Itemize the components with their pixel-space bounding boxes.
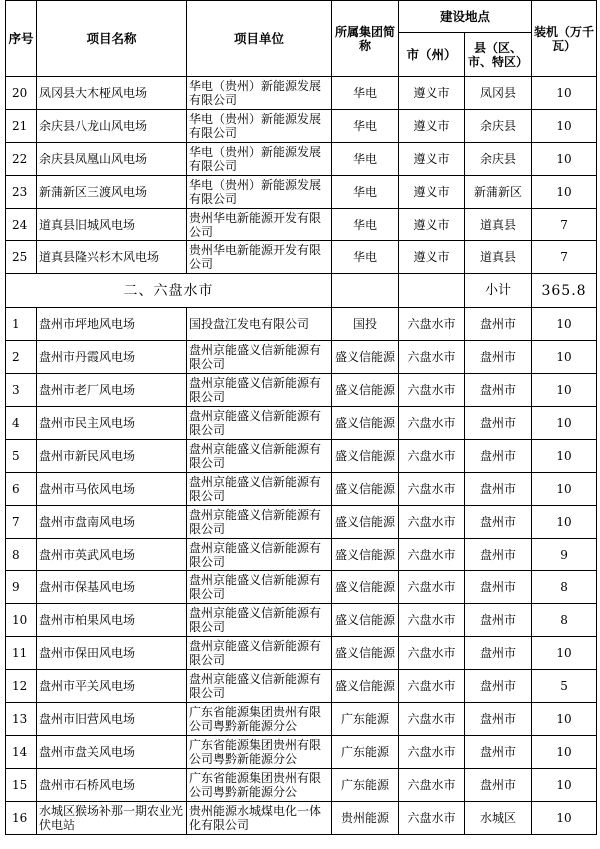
row-county: 盘州市	[465, 407, 532, 440]
row-project-name: 盘州市坪地风电场	[37, 308, 187, 341]
row-group: 华电	[332, 208, 399, 241]
row-seq: 14	[6, 735, 37, 768]
row-seq: 2	[6, 341, 37, 374]
row-group: 盛义信能源	[332, 538, 399, 571]
row-seq: 12	[6, 670, 37, 703]
row-county: 凤冈县	[465, 77, 532, 110]
row-capacity: 10	[532, 109, 597, 142]
row-group: 广东能源	[332, 768, 399, 801]
row-capacity: 10	[532, 801, 597, 834]
row-seq: 11	[6, 637, 37, 670]
row-city: 六盘水市	[399, 341, 465, 374]
row-capacity: 10	[532, 142, 597, 175]
row-group: 广东能源	[332, 703, 399, 736]
row-city: 遵义市	[399, 241, 465, 274]
row-project-name: 盘州市英武风电场	[37, 538, 187, 571]
table-row	[6, 538, 597, 571]
row-project-unit: 华电（贵州）新能源发展有限公司	[187, 142, 332, 175]
row-project-name: 盘州市保基风电场	[37, 571, 187, 604]
row-county: 盘州市	[465, 637, 532, 670]
row-seq: 7	[6, 505, 37, 538]
section-liupanshui	[6, 274, 597, 308]
row-capacity: 9	[532, 538, 597, 571]
row-city: 六盘水市	[399, 703, 465, 736]
row-group: 华电	[332, 175, 399, 208]
row-county: 道真县	[465, 208, 532, 241]
row-group: 盛义信能源	[332, 472, 399, 505]
header-group: 所属集团简称	[332, 1, 399, 77]
row-capacity: 8	[532, 604, 597, 637]
row-group: 盛义信能源	[332, 374, 399, 407]
header-project-name: 项目名称	[37, 1, 187, 77]
row-project-unit: 贵州能源水城煤电化一体化有限公司	[187, 801, 332, 834]
row-city: 六盘水市	[399, 768, 465, 801]
row-county: 盘州市	[465, 538, 532, 571]
row-project-unit: 广东省能源集团贵州有限公司粤黔新能源分公	[187, 703, 332, 736]
row-project-name: 盘州市盘关风电场	[37, 735, 187, 768]
row-capacity: 8	[532, 571, 597, 604]
row-county: 盘州市	[465, 439, 532, 472]
row-seq: 8	[6, 538, 37, 571]
row-city: 六盘水市	[399, 374, 465, 407]
row-project-name: 盘州市新民风电场	[37, 439, 187, 472]
row-city: 遵义市	[399, 175, 465, 208]
row-county: 余庆县	[465, 109, 532, 142]
row-project-unit: 广东省能源集团贵州有限公司粤黔新能源分公	[187, 735, 332, 768]
row-seq: 6	[6, 472, 37, 505]
row-capacity: 10	[532, 505, 597, 538]
table-row	[6, 637, 597, 670]
table-header	[6, 1, 597, 77]
row-county: 盘州市	[465, 505, 532, 538]
row-project-name: 盘州市石桥风电场	[37, 768, 187, 801]
row-capacity: 10	[532, 703, 597, 736]
row-county: 道真县	[465, 241, 532, 274]
row-group: 盛义信能源	[332, 637, 399, 670]
table-row	[6, 241, 597, 274]
row-seq: 10	[6, 604, 37, 637]
row-city: 六盘水市	[399, 735, 465, 768]
project-table	[5, 0, 597, 835]
row-group: 盛义信能源	[332, 505, 399, 538]
row-county: 盘州市	[465, 735, 532, 768]
table-row	[6, 768, 597, 801]
row-capacity: 5	[532, 670, 597, 703]
row-county: 盘州市	[465, 374, 532, 407]
row-seq: 1	[6, 308, 37, 341]
row-project-name: 盘州市旧营风电场	[37, 703, 187, 736]
table-row	[6, 77, 597, 110]
row-group: 盛义信能源	[332, 571, 399, 604]
row-city: 六盘水市	[399, 538, 465, 571]
row-project-name: 盘州市老厂风电场	[37, 374, 187, 407]
row-project-name: 盘州市柏果风电场	[37, 604, 187, 637]
table-row	[6, 341, 597, 374]
row-project-name: 盘州市民主风电场	[37, 407, 187, 440]
row-project-unit: 广东省能源集团贵州有限公司粤黔新能源分公	[187, 768, 332, 801]
row-county: 盘州市	[465, 571, 532, 604]
row-project-unit: 贵州华电新能源开发有限公司	[187, 241, 332, 274]
row-capacity: 10	[532, 175, 597, 208]
row-capacity: 10	[532, 77, 597, 110]
row-project-unit: 贵州华电新能源开发有限公司	[187, 208, 332, 241]
row-capacity: 10	[532, 637, 597, 670]
row-city: 六盘水市	[399, 439, 465, 472]
row-group: 国投	[332, 308, 399, 341]
row-project-unit: 盘州京能盛义信新能源有限公司	[187, 637, 332, 670]
row-group: 华电	[332, 142, 399, 175]
table-row	[6, 472, 597, 505]
section-row	[6, 274, 597, 308]
row-seq: 9	[6, 571, 37, 604]
table-row	[6, 407, 597, 440]
table-row	[6, 308, 597, 341]
row-project-name: 余庆县凤凰山风电场	[37, 142, 187, 175]
row-group: 贵州能源	[332, 801, 399, 834]
table-row	[6, 208, 597, 241]
row-city: 遵义市	[399, 208, 465, 241]
row-city: 六盘水市	[399, 571, 465, 604]
rows-zunyi	[6, 77, 597, 274]
table-row	[6, 801, 597, 834]
row-project-name: 盘州市丹霞风电场	[37, 341, 187, 374]
row-capacity: 10	[532, 308, 597, 341]
row-county: 盘州市	[465, 472, 532, 505]
row-project-unit: 盘州京能盛义信新能源有限公司	[187, 571, 332, 604]
section-empty-group	[332, 274, 399, 308]
subtotal-value: 365.8	[532, 274, 597, 308]
row-capacity: 10	[532, 735, 597, 768]
row-city: 六盘水市	[399, 801, 465, 834]
row-group: 盛义信能源	[332, 439, 399, 472]
row-city: 六盘水市	[399, 604, 465, 637]
row-capacity: 10	[532, 439, 597, 472]
row-county: 余庆县	[465, 142, 532, 175]
row-project-name: 盘州市盘南风电场	[37, 505, 187, 538]
row-seq: 16	[6, 801, 37, 834]
rows-liupanshui	[6, 308, 597, 834]
header-seq: 序号	[6, 1, 37, 77]
row-county: 盘州市	[465, 308, 532, 341]
row-project-unit: 华电（贵州）新能源发展有限公司	[187, 77, 332, 110]
row-group: 盛义信能源	[332, 670, 399, 703]
row-group: 华电	[332, 77, 399, 110]
row-group: 盛义信能源	[332, 604, 399, 637]
row-project-name: 新蒲新区三渡风电场	[37, 175, 187, 208]
row-county: 盘州市	[465, 670, 532, 703]
row-capacity: 10	[532, 341, 597, 374]
section-title: 二、六盘水市	[6, 274, 332, 308]
row-capacity: 10	[532, 374, 597, 407]
row-project-unit: 盘州京能盛义信新能源有限公司	[187, 472, 332, 505]
table-row	[6, 439, 597, 472]
row-city: 六盘水市	[399, 407, 465, 440]
row-project-name: 水城区猴场补那一期农业光伏电站	[37, 801, 187, 834]
row-group: 华电	[332, 109, 399, 142]
header-location: 建设地点	[399, 1, 532, 33]
table-row	[6, 175, 597, 208]
row-project-name: 道真县隆兴杉木风电场	[37, 241, 187, 274]
table-row	[6, 735, 597, 768]
row-city: 六盘水市	[399, 670, 465, 703]
row-capacity: 7	[532, 208, 597, 241]
row-project-name: 盘州市马依风电场	[37, 472, 187, 505]
row-city: 六盘水市	[399, 505, 465, 538]
header-capacity: 装机（万千瓦）	[532, 1, 597, 77]
row-group: 盛义信能源	[332, 341, 399, 374]
row-county: 新蒲新区	[465, 175, 532, 208]
row-project-unit: 盘州京能盛义信新能源有限公司	[187, 439, 332, 472]
table-row	[6, 571, 597, 604]
row-seq: 22	[6, 142, 37, 175]
table-row	[6, 670, 597, 703]
row-project-unit: 盘州京能盛义信新能源有限公司	[187, 670, 332, 703]
row-seq: 24	[6, 208, 37, 241]
row-project-name: 盘州市保田风电场	[37, 637, 187, 670]
row-project-unit: 盘州京能盛义信新能源有限公司	[187, 374, 332, 407]
row-seq: 3	[6, 374, 37, 407]
row-project-unit: 华电（贵州）新能源发展有限公司	[187, 175, 332, 208]
table-row	[6, 142, 597, 175]
row-group: 广东能源	[332, 735, 399, 768]
row-project-unit: 盘州京能盛义信新能源有限公司	[187, 604, 332, 637]
row-seq: 13	[6, 703, 37, 736]
table-row	[6, 604, 597, 637]
header-city: 市（州）	[399, 33, 465, 77]
table-row	[6, 703, 597, 736]
row-county: 盘州市	[465, 768, 532, 801]
row-seq: 15	[6, 768, 37, 801]
row-county: 盘州市	[465, 604, 532, 637]
row-seq: 23	[6, 175, 37, 208]
row-project-name: 余庆县八龙山风电场	[37, 109, 187, 142]
row-project-unit: 国投盘江发电有限公司	[187, 308, 332, 341]
subtotal-label: 小计	[465, 274, 532, 308]
row-city: 六盘水市	[399, 472, 465, 505]
row-project-unit: 盘州京能盛义信新能源有限公司	[187, 505, 332, 538]
row-city: 遵义市	[399, 77, 465, 110]
row-capacity: 10	[532, 407, 597, 440]
row-capacity: 10	[532, 768, 597, 801]
row-city: 六盘水市	[399, 308, 465, 341]
row-seq: 21	[6, 109, 37, 142]
row-project-name: 盘州市平关风电场	[37, 670, 187, 703]
table-row	[6, 374, 597, 407]
row-group: 盛义信能源	[332, 407, 399, 440]
section-empty-city	[399, 274, 465, 308]
row-project-unit: 盘州京能盛义信新能源有限公司	[187, 538, 332, 571]
row-project-unit: 盘州京能盛义信新能源有限公司	[187, 341, 332, 374]
row-county: 水城区	[465, 801, 532, 834]
row-city: 遵义市	[399, 109, 465, 142]
header-project-unit: 项目单位	[187, 1, 332, 77]
row-seq: 5	[6, 439, 37, 472]
row-county: 盘州市	[465, 703, 532, 736]
row-city: 遵义市	[399, 142, 465, 175]
table-row	[6, 505, 597, 538]
row-county: 盘州市	[465, 341, 532, 374]
row-project-unit: 盘州京能盛义信新能源有限公司	[187, 407, 332, 440]
row-project-name: 道真县旧城风电场	[37, 208, 187, 241]
row-seq: 4	[6, 407, 37, 440]
header-county: 县（区、市、特区）	[465, 33, 532, 77]
row-project-name: 凤冈县大木桠风电场	[37, 77, 187, 110]
table-row	[6, 109, 597, 142]
row-city: 六盘水市	[399, 637, 465, 670]
row-capacity: 7	[532, 241, 597, 274]
row-capacity: 10	[532, 472, 597, 505]
row-group: 华电	[332, 241, 399, 274]
row-project-unit: 华电（贵州）新能源发展有限公司	[187, 109, 332, 142]
row-seq: 25	[6, 241, 37, 274]
row-seq: 20	[6, 77, 37, 110]
